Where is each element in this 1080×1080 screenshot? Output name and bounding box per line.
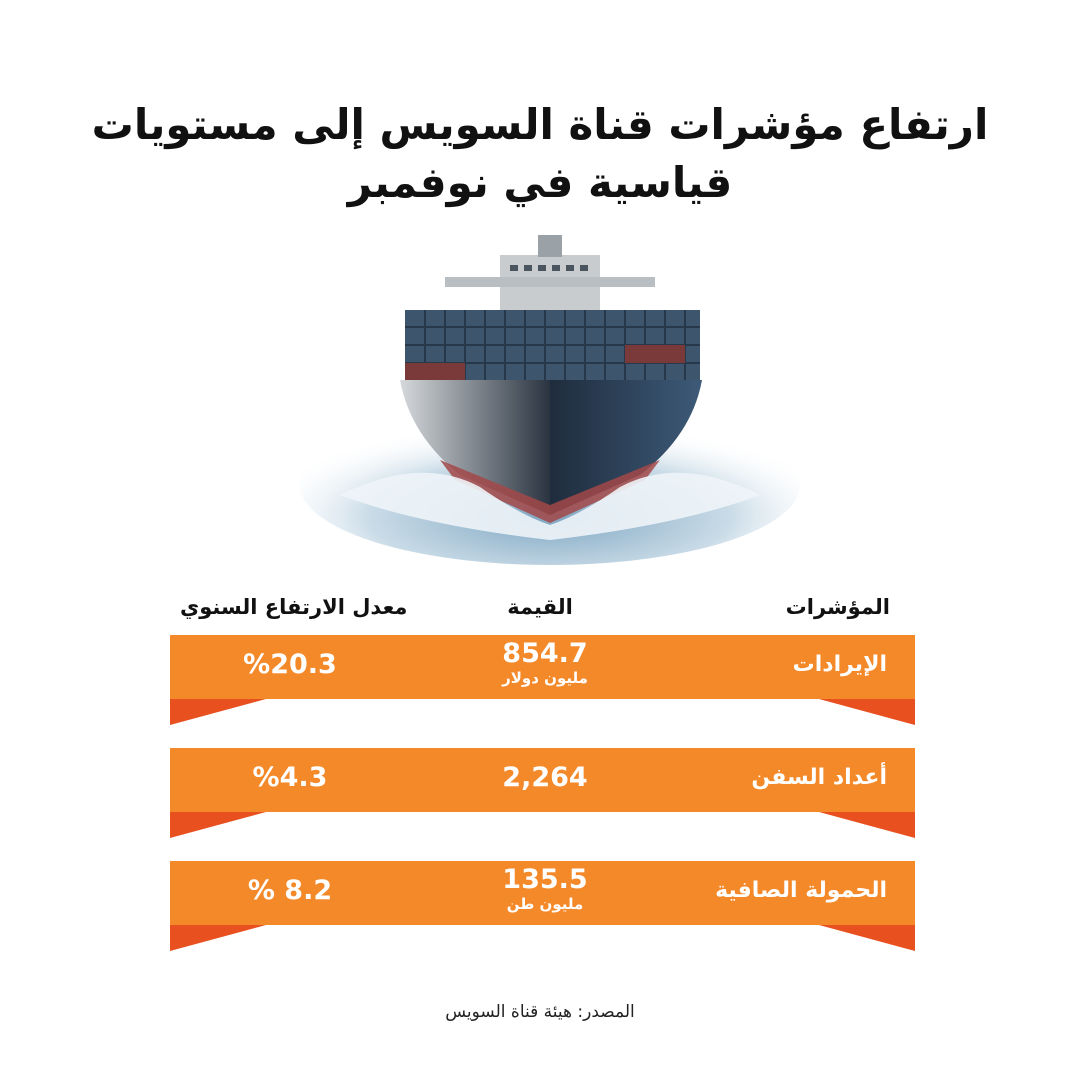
title-line-1: ارتفاع مؤشرات قناة السويس إلى مستويات bbox=[91, 100, 989, 149]
row-value-unit: مليون طن bbox=[506, 895, 584, 913]
ribbon-tab-left bbox=[170, 925, 266, 951]
table-row bbox=[170, 635, 915, 755]
row-value bbox=[450, 639, 640, 687]
header-indicators: المؤشرات bbox=[785, 595, 890, 619]
header-annual-rate: معدل الارتفاع السنوي bbox=[180, 595, 408, 619]
ribbon-tab-left bbox=[170, 699, 266, 725]
row-rate: %4.3 bbox=[252, 762, 328, 793]
table-row bbox=[170, 748, 915, 868]
row-value-unit: مليون دولار bbox=[502, 669, 588, 687]
ribbon-tab-right bbox=[819, 699, 915, 725]
page-title bbox=[0, 96, 1080, 212]
row-indicator: أعداد السفن bbox=[751, 765, 887, 790]
container-ship-illustration bbox=[300, 225, 800, 565]
row-indicator: الإيرادات bbox=[792, 652, 887, 677]
row-value-number: 2,264 bbox=[502, 762, 588, 793]
source-credit: المصدر: هيئة قناة السويس bbox=[445, 1002, 635, 1022]
row-rate: % 8.2 bbox=[247, 875, 333, 906]
ribbon-tab-left bbox=[170, 812, 266, 838]
title-line-2: قياسية في نوفمبر bbox=[347, 158, 733, 207]
row-value bbox=[450, 763, 640, 793]
header-value: القيمة bbox=[507, 595, 573, 619]
table-row bbox=[170, 861, 915, 981]
row-rate: %20.3 bbox=[243, 649, 337, 680]
ribbon-tab-right bbox=[819, 812, 915, 838]
ribbon-tab-right bbox=[819, 925, 915, 951]
row-indicator: الحمولة الصافية bbox=[715, 878, 887, 903]
row-value-number: 854.7 bbox=[502, 638, 588, 669]
table-headers bbox=[0, 595, 1080, 631]
row-value-number: 135.5 bbox=[502, 864, 588, 895]
row-value bbox=[450, 865, 640, 913]
